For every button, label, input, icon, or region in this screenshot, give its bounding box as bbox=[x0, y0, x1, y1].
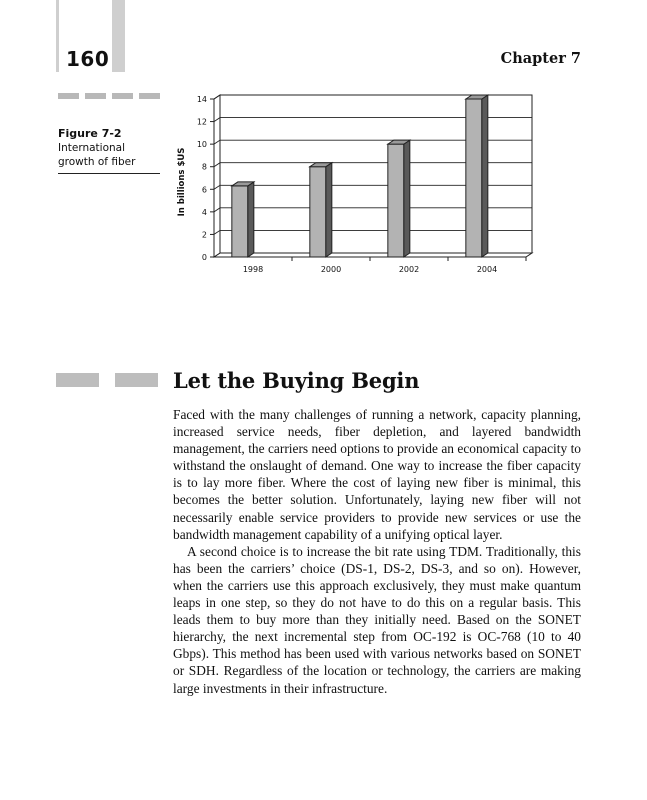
section-marker-block bbox=[115, 373, 158, 387]
chart-x-tick-label: 2000 bbox=[320, 265, 342, 274]
chart-y-tick-label: 8 bbox=[201, 162, 207, 172]
chart-bar-side bbox=[248, 182, 254, 257]
figure-marker-dash bbox=[112, 93, 133, 99]
page-tab-right-bar bbox=[112, 0, 125, 72]
figure-number: Figure 7-2 bbox=[58, 127, 122, 140]
chart-y-tick-label: 0 bbox=[201, 253, 207, 262]
paragraph: A second choice is to increase the bit rate using TDM. Traditionally, this has been the carriers’ choice (DS-1, DS-2, DS-3, and so on). However, when the carriers use this approach exclusively, they must make quantum leaps in one step, so they do not have to do this on a regular basis. This leads them to buy more than they initially need. Based on the SONET hierarchy, the next incremental step from OC-192 is OC-768 (10 to 40 Gbps). This method has been used with various networks based on SONET or SDH. Regardless of the location or technology, the carriers are making large investments in their infrastructure. bbox=[173, 543, 581, 696]
figure-marker-dash bbox=[85, 93, 106, 99]
page-tab-left-bar bbox=[56, 0, 59, 72]
chart-x-tick-label: 1998 bbox=[242, 265, 264, 274]
chart-bar-side bbox=[326, 163, 332, 257]
chart-y-tick-label: 14 bbox=[196, 95, 207, 104]
chart-x-tick-label: 2002 bbox=[398, 265, 420, 274]
figure-marker bbox=[58, 93, 160, 99]
figure-marker-dash bbox=[139, 93, 160, 99]
chart-bar-front bbox=[388, 144, 404, 257]
chart-y-tick-label: 6 bbox=[201, 185, 207, 195]
section-title: Let the Buying Begin bbox=[173, 368, 420, 393]
section-marker-block bbox=[56, 373, 99, 387]
chart-x-tick-label: 2004 bbox=[476, 265, 498, 274]
chart-y-tick-label: 4 bbox=[201, 207, 207, 217]
chart-bar-side bbox=[404, 140, 410, 257]
chart-bar bbox=[466, 95, 488, 257]
chart-bar bbox=[310, 163, 332, 257]
body-text bbox=[173, 406, 581, 697]
chart-bar bbox=[232, 182, 254, 257]
page-number: 160 bbox=[66, 47, 110, 71]
chart-bar-side bbox=[482, 95, 488, 257]
chapter-label: Chapter 7 bbox=[500, 50, 581, 67]
chart-y-tick-label: 2 bbox=[201, 230, 207, 240]
figure-title: International growth of fiber bbox=[58, 142, 136, 168]
chart-bar-front bbox=[310, 167, 326, 257]
figure-caption bbox=[58, 127, 160, 174]
chart-bar-front bbox=[466, 99, 482, 257]
fiber-growth-chart bbox=[170, 85, 550, 285]
figure-marker-dash bbox=[58, 93, 79, 99]
chart-y-tick-label: 10 bbox=[196, 140, 207, 150]
chart-bar bbox=[388, 140, 410, 257]
paragraph: Faced with the many challenges of running a network, capacity planning, increased service needs, fiber depletion, and layered bandwidth management, the carriers need options to provide an economical capacity to withstand the onslaught of demand. One way to increase the fiber capacity is to lay more fiber. Where the cost of laying new fiber is minimal, this becomes the better solution. Unfortunately, laying new fiber will not necessarily enable service providers to provide new services or use the bandwidth management capability of a unifying optical layer. bbox=[173, 407, 581, 542]
chart-bar-front bbox=[232, 186, 248, 257]
chart-y-axis-label: In billions $US bbox=[177, 147, 187, 217]
chart-y-tick-label: 12 bbox=[196, 117, 207, 127]
